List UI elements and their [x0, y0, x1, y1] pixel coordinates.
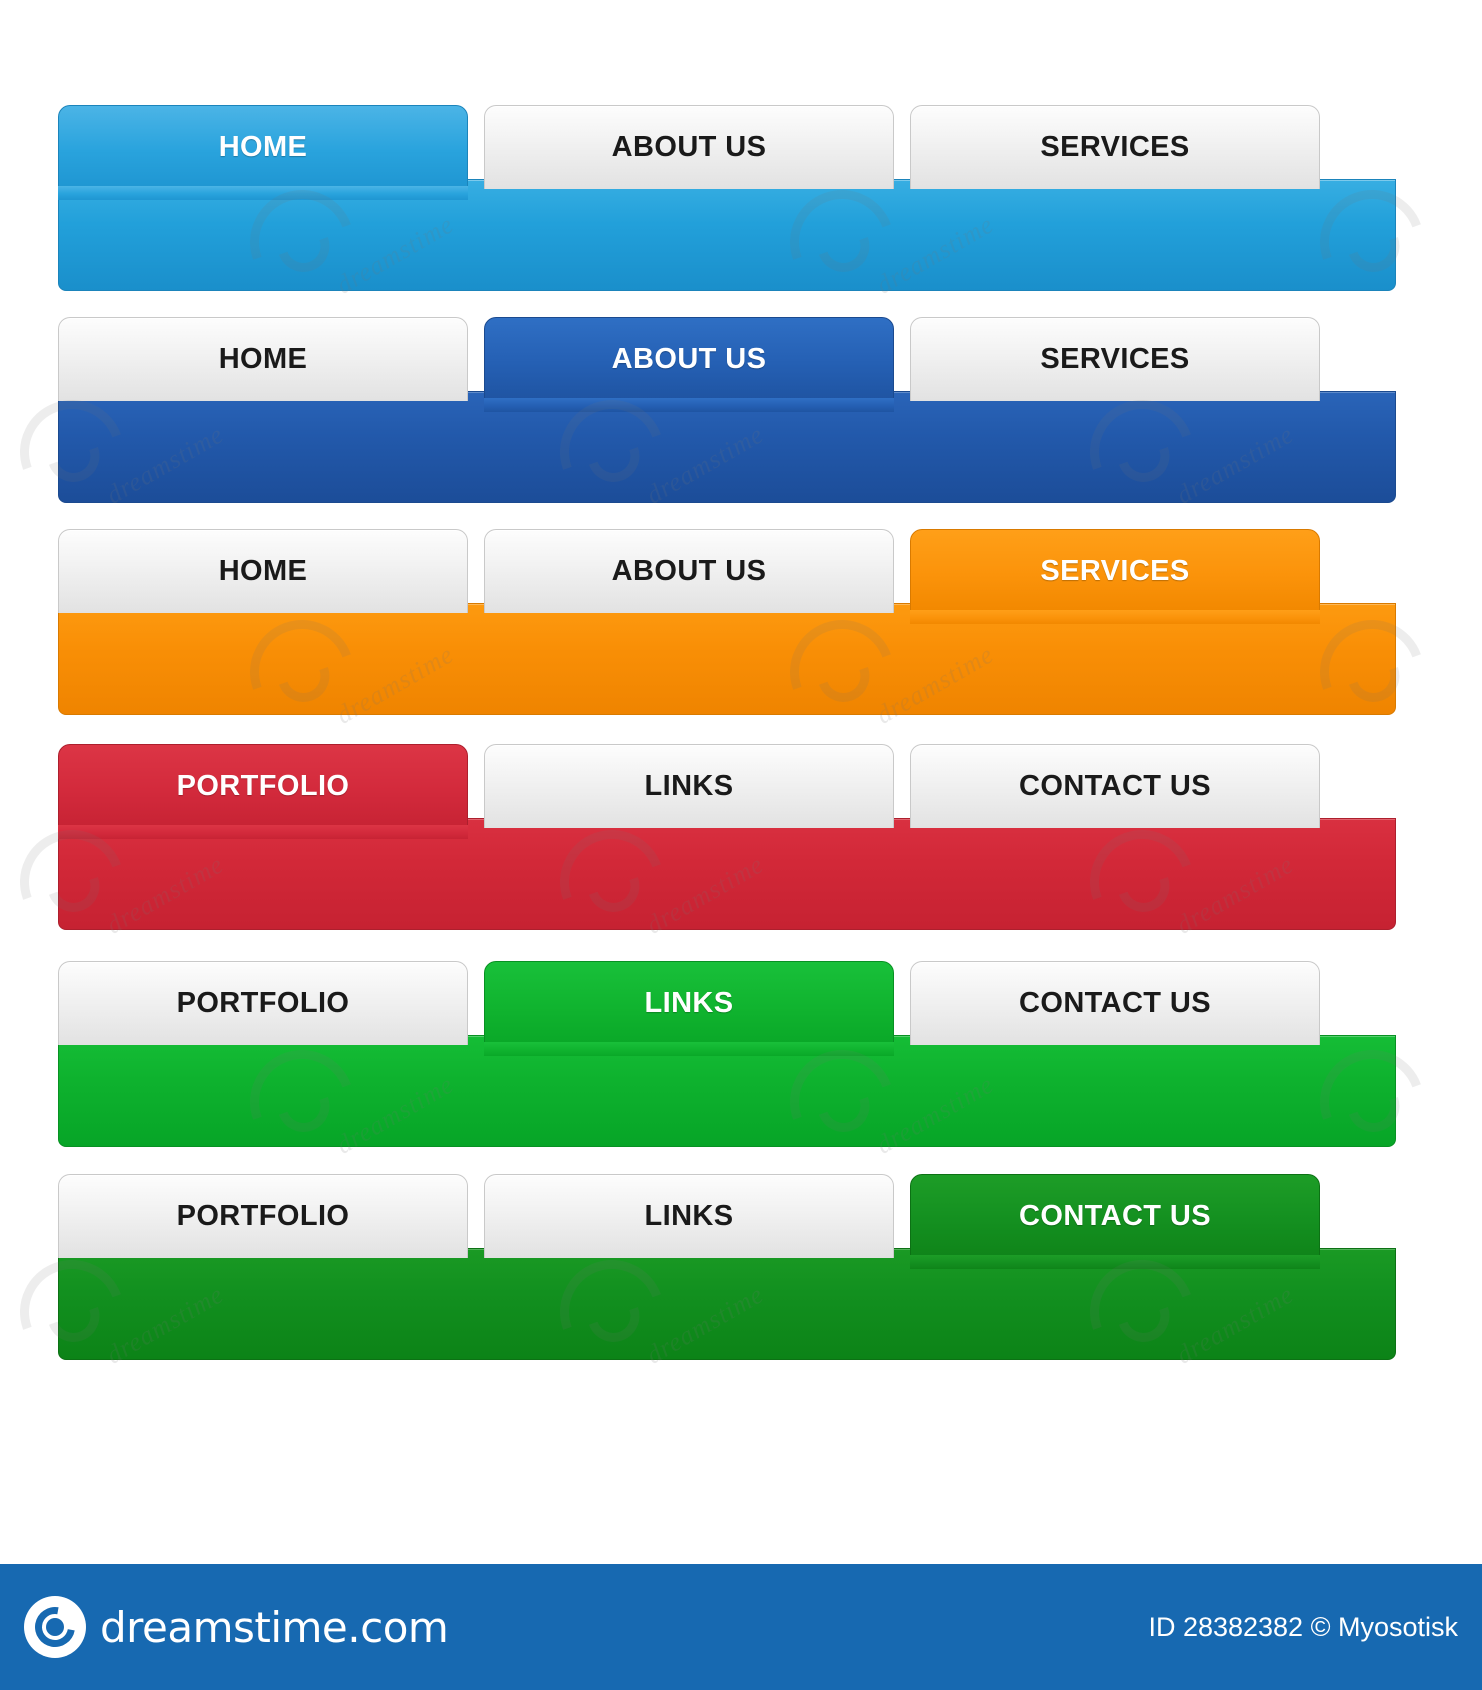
- tab-row: [58, 317, 1394, 401]
- nav-menu-blue: [58, 317, 1394, 517]
- nav-menu-lightblue: [58, 105, 1394, 305]
- tab-label: CONTACT US: [1019, 987, 1211, 1019]
- tab-services[interactable]: [910, 317, 1320, 401]
- tab-label: CONTACT US: [1019, 1199, 1211, 1232]
- tab-about-us[interactable]: [484, 317, 894, 401]
- tab-label: HOME: [218, 343, 308, 375]
- tab-home[interactable]: [58, 105, 468, 189]
- nav-menu-orange: [58, 529, 1394, 729]
- brand-name: dreamstime.com: [100, 1602, 449, 1652]
- tab-label: PORTFOLIO: [176, 769, 350, 802]
- tab-label: SERVICES: [1040, 343, 1190, 375]
- tab-row: [58, 961, 1394, 1045]
- tab-label: HOME: [218, 555, 308, 587]
- tab-services[interactable]: [910, 529, 1320, 613]
- tab-label: LINKS: [644, 770, 734, 802]
- tab-label: LINKS: [644, 986, 734, 1019]
- tab-row: [58, 105, 1394, 189]
- tab-about-us[interactable]: [484, 105, 894, 189]
- image-credit: ID 28382382 © Myosotisk: [1148, 1611, 1458, 1642]
- tab-row: [58, 744, 1394, 828]
- tab-label: CONTACT US: [1019, 770, 1211, 802]
- tab-label: HOME: [218, 130, 308, 163]
- tab-portfolio[interactable]: [58, 1174, 468, 1258]
- tab-about-us[interactable]: [484, 529, 894, 613]
- tab-contact-us[interactable]: [910, 961, 1320, 1045]
- tab-portfolio[interactable]: [58, 961, 468, 1045]
- tab-row: [58, 529, 1394, 613]
- tab-home[interactable]: [58, 317, 468, 401]
- tab-label: PORTFOLIO: [176, 1200, 350, 1232]
- tab-portfolio[interactable]: [58, 744, 468, 828]
- tab-label: ABOUT US: [611, 342, 767, 375]
- tab-home[interactable]: [58, 529, 468, 613]
- brand: [24, 1596, 448, 1658]
- tab-links[interactable]: [484, 961, 894, 1045]
- nav-menu-green: [58, 961, 1394, 1161]
- dreamstime-swirl-logo-icon: [24, 1596, 86, 1658]
- tab-label: PORTFOLIO: [176, 987, 350, 1019]
- tab-label: SERVICES: [1040, 554, 1190, 587]
- tab-contact-us[interactable]: [910, 1174, 1320, 1258]
- tab-contact-us[interactable]: [910, 744, 1320, 828]
- tab-links[interactable]: [484, 744, 894, 828]
- tab-label: ABOUT US: [611, 555, 767, 587]
- tab-label: SERVICES: [1040, 131, 1190, 163]
- tab-links[interactable]: [484, 1174, 894, 1258]
- tab-services[interactable]: [910, 105, 1320, 189]
- tab-label: ABOUT US: [611, 131, 767, 163]
- tab-row: [58, 1174, 1394, 1258]
- nav-menu-darkgreen: [58, 1174, 1394, 1374]
- footer-bar: [0, 1564, 1482, 1690]
- tab-label: LINKS: [644, 1200, 734, 1232]
- nav-menu-red: [58, 744, 1394, 944]
